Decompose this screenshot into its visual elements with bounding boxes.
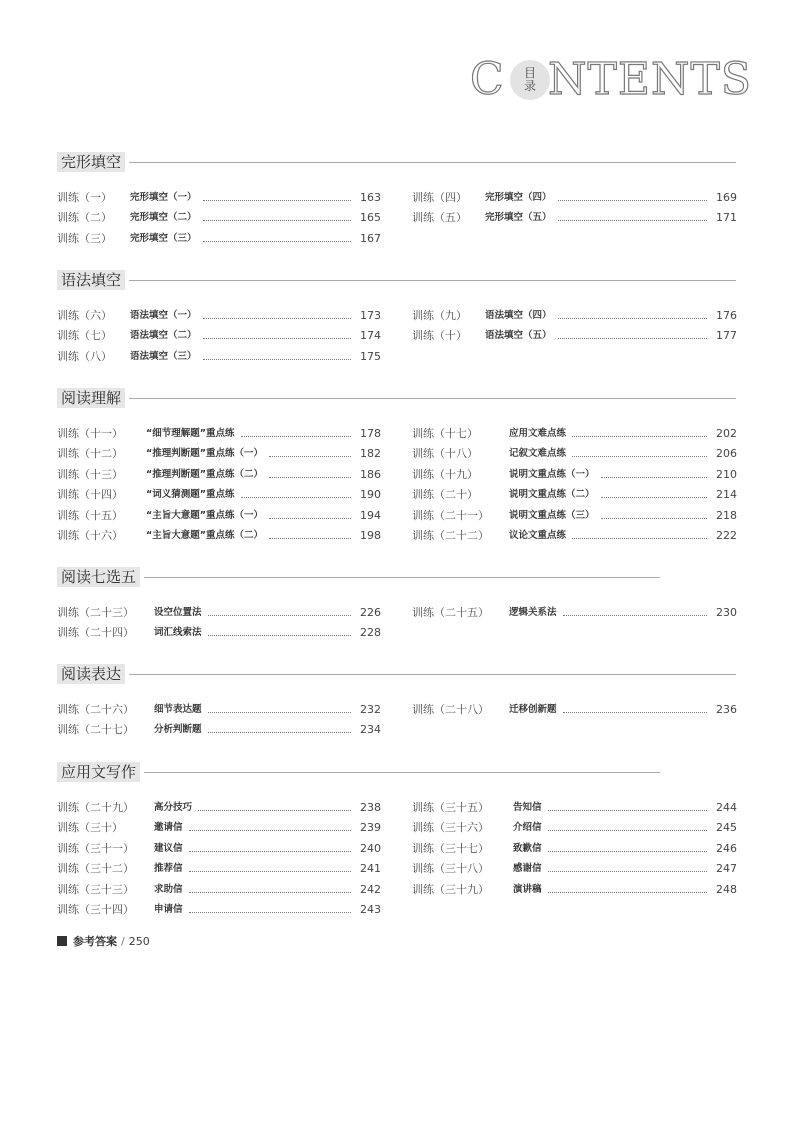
toc-entry[interactable] xyxy=(412,860,737,877)
section-title: 阅读七选五 xyxy=(57,567,140,587)
entry-page: 210 xyxy=(716,467,737,481)
entry-label: 训练（十三） xyxy=(57,467,123,481)
toc-entry[interactable] xyxy=(57,624,381,641)
entry-title: 致歉信 xyxy=(513,842,542,854)
dot-leader xyxy=(572,456,707,457)
entry-page: 218 xyxy=(716,508,737,522)
entry-label: 训练（二十七） xyxy=(57,723,134,737)
entry-page: 206 xyxy=(716,447,737,461)
entry-title: “主旨大意题”重点练（一） xyxy=(146,509,263,521)
logo-letters-ntents: NTENTS xyxy=(548,54,752,105)
entry-title: 完形填空（三） xyxy=(130,232,197,244)
entry-page: 163 xyxy=(360,191,381,204)
entry-label: 训练（二） xyxy=(57,211,112,225)
toc-entry[interactable] xyxy=(57,307,381,324)
dot-leader xyxy=(558,200,707,201)
entry-title: 建议信 xyxy=(154,842,183,854)
toc-entry[interactable] xyxy=(412,881,737,898)
section-title: 阅读表达 xyxy=(57,664,125,684)
entry-label: 训练（十五） xyxy=(57,508,123,522)
toc-entry[interactable] xyxy=(57,799,381,816)
entry-page: 246 xyxy=(716,841,737,855)
entry-title: 演讲稿 xyxy=(513,883,542,895)
dot-leader xyxy=(203,338,351,339)
dot-leader xyxy=(241,436,351,437)
toc-entry[interactable] xyxy=(412,527,737,544)
toc-entry[interactable] xyxy=(412,799,737,816)
toc-entry[interactable] xyxy=(57,486,381,503)
toc-entry[interactable] xyxy=(57,348,381,365)
entry-title: “细节理解题”重点练 xyxy=(146,428,235,439)
entry-page: 178 xyxy=(360,427,381,440)
dot-leader xyxy=(548,871,707,872)
entry-page: 169 xyxy=(716,191,737,204)
entry-page: 171 xyxy=(716,211,737,225)
entry-title: 词汇线索法 xyxy=(154,627,202,639)
dot-leader xyxy=(548,830,707,831)
entry-page: 232 xyxy=(360,703,381,716)
toc-entry[interactable] xyxy=(57,445,381,462)
toc-entry[interactable] xyxy=(412,507,737,524)
toc-entry[interactable] xyxy=(57,425,381,442)
entry-page: 174 xyxy=(360,329,381,343)
answers-separator: / xyxy=(121,935,125,948)
entry-title: 高分技巧 xyxy=(154,802,193,813)
dot-leader xyxy=(208,712,351,713)
entry-title: 邀请信 xyxy=(154,822,183,834)
entry-label: 训练（十） xyxy=(412,329,467,343)
section-rule xyxy=(144,772,660,773)
entry-label: 训练（八） xyxy=(57,349,112,363)
dot-leader xyxy=(601,497,707,498)
section-title: 完形填空 xyxy=(57,152,125,172)
toc-entry[interactable] xyxy=(412,604,737,621)
entry-page: 248 xyxy=(716,882,737,896)
toc-entry[interactable] xyxy=(412,701,737,718)
dot-leader xyxy=(203,200,351,201)
entry-page: 242 xyxy=(360,882,381,896)
toc-entry[interactable] xyxy=(412,466,737,483)
entry-title: “推理判断题”重点练（二） xyxy=(146,468,263,480)
dot-leader xyxy=(269,477,351,478)
toc-entry[interactable] xyxy=(412,486,737,503)
toc-entry[interactable] xyxy=(412,425,737,442)
entry-label: 训练（三十一） xyxy=(57,841,134,855)
contents-logo xyxy=(470,54,752,105)
dot-leader xyxy=(189,871,351,872)
dot-leader xyxy=(558,338,707,339)
toc-entry[interactable] xyxy=(57,189,381,206)
entry-title: 语法填空（三） xyxy=(130,350,197,362)
entry-page: 243 xyxy=(360,903,381,916)
toc-entry[interactable] xyxy=(57,701,381,718)
entry-label: 训练（三十二） xyxy=(57,862,134,876)
entry-page: 194 xyxy=(360,508,381,522)
entry-title: 应用文难点练 xyxy=(509,428,567,439)
dot-leader xyxy=(208,635,351,636)
entry-label: 训练（三十五） xyxy=(412,801,489,814)
entry-page: 236 xyxy=(716,703,737,716)
entry-title: 完形填空（二） xyxy=(130,212,197,224)
entry-page: 182 xyxy=(360,447,381,461)
entry-title: 申请信 xyxy=(154,904,183,915)
toc-entry[interactable] xyxy=(57,209,381,226)
dot-leader xyxy=(189,912,351,913)
dot-leader xyxy=(558,318,707,319)
toc-entry[interactable] xyxy=(57,230,381,247)
entry-page: 234 xyxy=(360,723,381,737)
section-title: 语法填空 xyxy=(57,270,125,290)
entry-page: 244 xyxy=(716,801,737,814)
entry-label: 训练（三十四） xyxy=(57,903,134,916)
entry-page: 202 xyxy=(716,427,737,440)
logo-letter-c: C xyxy=(470,54,505,105)
entry-page: 173 xyxy=(360,309,381,322)
dot-leader xyxy=(208,615,351,616)
toc-entry[interactable] xyxy=(412,327,737,344)
toc-entry[interactable] xyxy=(57,327,381,344)
dot-leader xyxy=(203,220,351,221)
entry-label: 训练（三） xyxy=(57,231,112,245)
toc-entry[interactable] xyxy=(57,604,381,621)
entry-title: 分析判断题 xyxy=(154,724,202,736)
entry-label: 训练（三十八） xyxy=(412,862,489,876)
entry-title: 告知信 xyxy=(513,802,542,813)
section-rule xyxy=(129,162,736,163)
entry-title: “词义猜测题”重点练 xyxy=(146,489,235,501)
dot-leader xyxy=(548,810,707,811)
toc-entry[interactable] xyxy=(57,860,381,877)
entry-title: 迁移创新题 xyxy=(509,704,557,715)
entry-label: 训练（十一） xyxy=(57,427,123,440)
entry-page: 230 xyxy=(716,606,737,619)
answers-title: 参考答案 xyxy=(73,935,117,948)
entry-label: 训练（七） xyxy=(57,329,112,343)
entry-page: 239 xyxy=(360,821,381,835)
entry-label: 训练（二十二） xyxy=(412,529,489,542)
entry-title: 介绍信 xyxy=(513,822,542,834)
entry-title: 求助信 xyxy=(154,883,183,895)
toc-entry[interactable] xyxy=(412,445,737,462)
toc-entry[interactable] xyxy=(57,901,381,918)
entry-title: 细节表达题 xyxy=(154,704,202,715)
entry-label: 训练（九） xyxy=(412,309,467,322)
entry-page: 175 xyxy=(360,349,381,363)
entry-page: 167 xyxy=(360,231,381,245)
entry-page: 198 xyxy=(360,529,381,542)
dot-leader xyxy=(269,518,351,519)
section-rule xyxy=(129,674,736,675)
entry-page: 177 xyxy=(716,329,737,343)
entry-label: 训练（二十） xyxy=(412,488,478,502)
answers-page: 250 xyxy=(128,935,150,948)
square-bullet-icon xyxy=(57,936,67,946)
entry-title: 说明文重点练（二） xyxy=(509,489,595,501)
entry-label: 训练（三十九） xyxy=(412,882,489,896)
entry-title: 推荐信 xyxy=(154,863,183,875)
dot-leader xyxy=(269,456,351,457)
entry-label: 训练（十八） xyxy=(412,447,478,461)
dot-leader xyxy=(189,892,351,893)
entry-label: 训练（二十五） xyxy=(412,606,489,619)
toc-entry[interactable] xyxy=(57,507,381,524)
entry-title: 完形填空（五） xyxy=(485,212,552,224)
entry-title: “推理判断题”重点练（一） xyxy=(146,448,263,460)
entry-title: 逻辑关系法 xyxy=(509,607,557,618)
entry-title: 说明文重点练（一） xyxy=(509,468,595,480)
entry-label: 训练（三十七） xyxy=(412,841,489,855)
entry-page: 240 xyxy=(360,841,381,855)
entry-page: 241 xyxy=(360,862,381,876)
entry-title: “主旨大意题”重点练（二） xyxy=(146,530,263,541)
entry-page: 186 xyxy=(360,467,381,481)
toc-entry[interactable] xyxy=(412,307,737,324)
entry-title: 说明文重点练（三） xyxy=(509,509,595,521)
entry-label: 训练（三十） xyxy=(57,821,123,835)
dot-leader xyxy=(563,712,707,713)
toc-entry[interactable] xyxy=(57,466,381,483)
entry-label: 训练（三十六） xyxy=(412,821,489,835)
entry-title: 语法填空（一） xyxy=(130,310,197,321)
entry-label: 训练（二十八） xyxy=(412,703,489,716)
logo-cn-top: 目 xyxy=(523,66,536,80)
section-title: 阅读理解 xyxy=(57,388,125,408)
entry-page: 245 xyxy=(716,821,737,835)
toc-entry[interactable] xyxy=(57,721,381,738)
dot-leader xyxy=(203,318,351,319)
entry-page: 214 xyxy=(716,488,737,502)
entry-label: 训练（十九） xyxy=(412,467,478,481)
dot-leader xyxy=(601,477,707,478)
section-rule xyxy=(129,398,736,399)
entry-label: 训练（四） xyxy=(412,191,467,204)
dot-leader xyxy=(189,851,351,852)
dot-leader xyxy=(189,830,351,831)
dot-leader xyxy=(198,810,351,811)
dot-leader xyxy=(548,892,707,893)
dot-leader xyxy=(269,538,351,539)
entry-title: 议论文重点练 xyxy=(509,530,567,541)
entry-page: 222 xyxy=(716,529,737,542)
entry-label: 训练（二十九） xyxy=(57,801,134,814)
entry-page: 228 xyxy=(360,626,381,640)
entry-label: 训练（五） xyxy=(412,211,467,225)
toc-entry[interactable] xyxy=(57,840,381,857)
entry-label: 训练（二十四） xyxy=(57,626,134,640)
dot-leader xyxy=(203,241,351,242)
entry-label: 训练（六） xyxy=(57,309,112,322)
dot-leader xyxy=(203,359,351,360)
entry-label: 训练（十六） xyxy=(57,529,123,542)
entry-page: 238 xyxy=(360,801,381,814)
answers-entry[interactable] xyxy=(57,934,150,950)
entry-label: 训练（二十六） xyxy=(57,703,134,716)
toc-entry[interactable] xyxy=(412,840,737,857)
logo-cn-bottom: 录 xyxy=(523,79,536,93)
entry-label: 训练（二十一） xyxy=(412,508,489,522)
entry-label: 训练（二十三） xyxy=(57,606,134,619)
dot-leader xyxy=(572,436,707,437)
section-title: 应用文写作 xyxy=(57,762,140,782)
dot-leader xyxy=(563,615,707,616)
dot-leader xyxy=(208,732,351,733)
entry-page: 165 xyxy=(360,211,381,225)
toc-entry[interactable] xyxy=(412,209,737,226)
entry-page: 247 xyxy=(716,862,737,876)
entry-label: 训练（十二） xyxy=(57,447,123,461)
logo-circle xyxy=(510,60,550,100)
entry-page: 190 xyxy=(360,488,381,502)
toc-entry[interactable] xyxy=(412,819,737,836)
entry-title: 完形填空（一） xyxy=(130,192,197,203)
entry-title: 完形填空（四） xyxy=(485,192,552,203)
dot-leader xyxy=(572,538,707,539)
entry-page: 226 xyxy=(360,606,381,619)
toc-entry[interactable] xyxy=(57,527,381,544)
dot-leader xyxy=(241,497,351,498)
dot-leader xyxy=(548,851,707,852)
toc-entry[interactable] xyxy=(57,881,381,898)
section-rule xyxy=(129,280,736,281)
entry-title: 记叙文难点练 xyxy=(509,448,567,460)
entry-label: 训练（三十三） xyxy=(57,882,134,896)
entry-label: 训练（十四） xyxy=(57,488,123,502)
dot-leader xyxy=(601,518,707,519)
entry-title: 语法填空（五） xyxy=(485,330,552,342)
entry-title: 语法填空（二） xyxy=(130,330,197,342)
entry-page: 176 xyxy=(716,309,737,322)
entry-title: 语法填空（四） xyxy=(485,310,552,321)
entry-title: 设空位置法 xyxy=(154,607,202,618)
entry-title: 感谢信 xyxy=(513,863,542,875)
section-rule xyxy=(144,577,660,578)
toc-entry[interactable] xyxy=(57,819,381,836)
entry-label: 训练（十七） xyxy=(412,427,478,440)
entry-label: 训练（一） xyxy=(57,191,112,204)
dot-leader xyxy=(558,220,707,221)
toc-entry[interactable] xyxy=(412,189,737,206)
